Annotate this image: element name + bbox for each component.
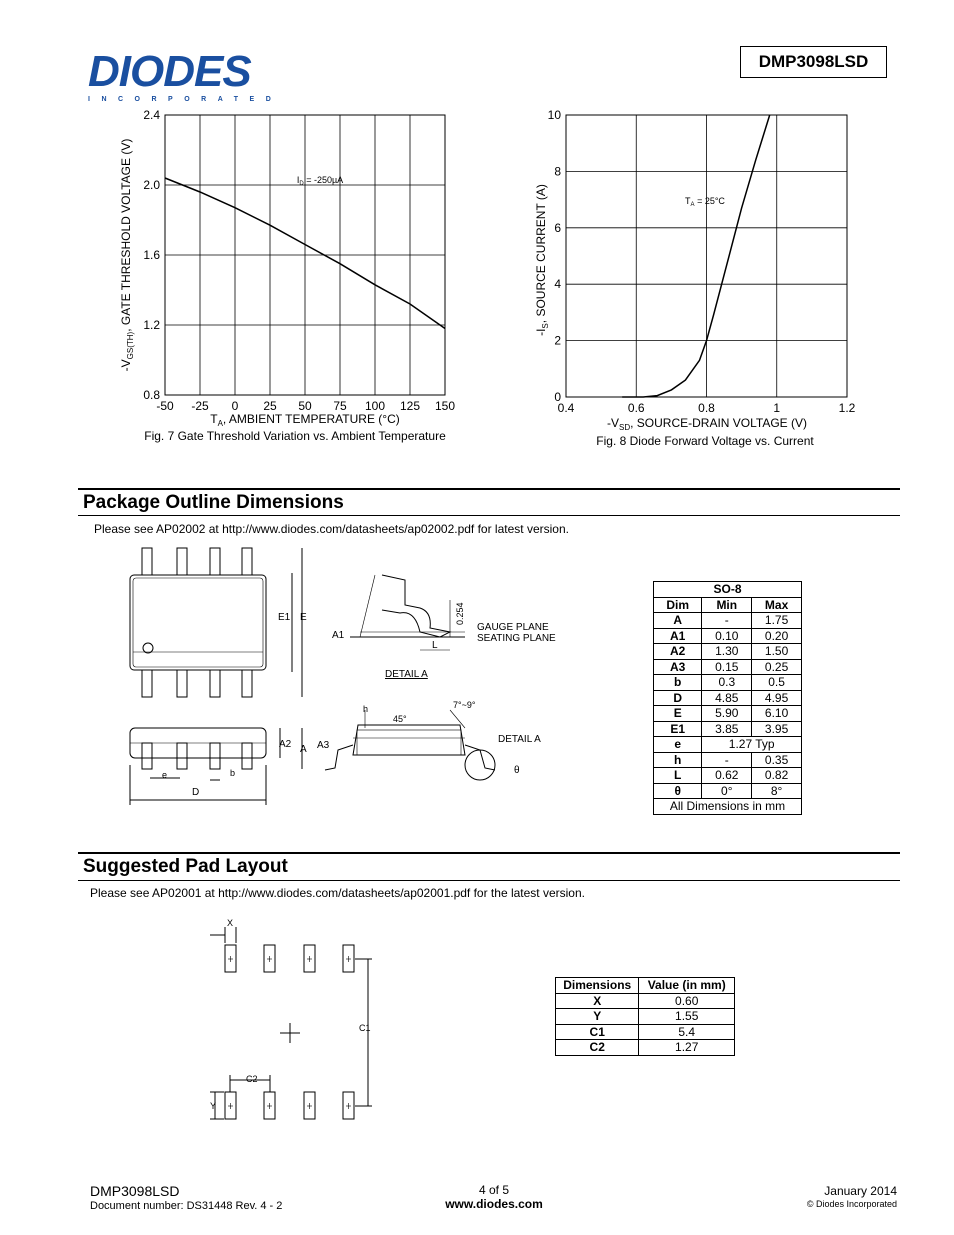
table-cell: 0.10 [702,628,752,644]
table-cell: Y [556,1009,639,1025]
table-cell: Dim [654,597,702,613]
fig7-xtick-label: 75 [333,399,347,413]
table-row [654,613,802,629]
detail-a-lead [382,575,450,637]
fig7-xtick-label: -25 [191,399,209,413]
table-cell: All Dimensions in mm [654,799,802,815]
table-row [654,768,802,784]
footer-copyright: © Diodes Incorporated [806,1199,897,1209]
label-X: X [227,918,234,928]
fig7-xlabel: $T_A$, AMBIENT TEMPERATURE (°C) [210,412,400,428]
fig8-xtick-label: 0.8 [698,401,715,415]
table-row [654,628,802,644]
table-cell: Dimensions [556,978,639,994]
pad-note: Please see AP02001 at http://www.diodes.com/datasheets/ap02001.pdf for the latest version. [90,886,585,900]
table-cell: E [654,706,702,722]
fig7-xtick-label: 50 [298,399,312,413]
table-cell: 5.4 [639,1024,735,1040]
fig7-ytick-label: 2.0 [143,178,160,192]
table-cell: 5.90 [702,706,752,722]
label-E1: E1 [278,612,291,623]
label-A: A [300,744,307,755]
label-L: L [432,640,438,651]
fig8-xlabel: $-V_{SD}$, SOURCE-DRAIN VOLTAGE (V) [606,416,808,432]
table-cell: SO-8 [654,582,802,598]
table-cell: 4.85 [702,690,752,706]
fig7-annotation: $I_D = -250\mu A$ [296,175,344,187]
footer-date: January 2014 [824,1184,897,1198]
table-cell: A [654,613,702,629]
fig7-xtick-label: 25 [263,399,277,413]
table-row [654,582,802,598]
table-cell: - [702,613,752,629]
table-cell: Max [752,597,802,613]
table-cell: 1.50 [752,644,802,660]
table-cell: L [654,768,702,784]
table-cell: 1.55 [639,1009,735,1025]
table-cell: C2 [556,1040,639,1056]
label-A1: A1 [332,630,345,641]
table-row [654,675,802,691]
fig8-xtick-label: 0.6 [627,401,645,415]
table-row [556,993,735,1009]
fig7-ylabel: $-V_{GS(TH)}$, GATE THRESHOLD VOLTAGE (V) [119,138,135,372]
table-cell: 1.30 [702,644,752,660]
fig8-series-line [622,115,770,397]
package-title: Package Outline Dimensions [83,492,344,513]
pads-bottom-row [225,1092,354,1119]
fig8-chart [525,105,865,450]
table-row [654,799,802,815]
label-gauge-plane: GAUGE PLANE [477,622,549,633]
pin1-marker [143,643,153,653]
table-row [556,1024,735,1040]
fig8-xtick-label: 0.4 [557,401,575,415]
detail-a-circle [465,750,495,780]
table-cell: 0.20 [752,628,802,644]
table-row [654,737,802,753]
fig7-xtick-label: 100 [364,399,386,413]
label-C1: C1 [359,1023,371,1033]
fig7-ytick-label: 0.8 [143,388,160,402]
table-cell: h [654,752,702,768]
section-rule [78,515,900,516]
label-seating-plane: SEATING PLANE [477,633,556,644]
table-row [654,783,802,799]
label-7-9: 7°~9° [453,700,476,710]
side-leads [142,743,252,769]
table-cell: θ [654,783,702,799]
table-cell: D [654,690,702,706]
table-row [654,706,802,722]
table-cell: 1.75 [752,613,802,629]
table-cell: Min [702,597,752,613]
logo-subtitle: INCORPORATED [88,96,283,103]
table-cell: 0.15 [702,659,752,675]
fig8-annotation: $T_A = 25^\circ C$ [685,196,725,208]
table-cell: b [654,675,702,691]
label-detail-a: DETAIL A [385,669,428,680]
label-theta: θ [514,765,520,776]
label-A3: A3 [317,740,330,751]
fig7-xtick-label: -50 [156,399,174,413]
table-cell: A3 [654,659,702,675]
label-E: E [300,612,307,623]
label-h: h [363,704,369,714]
table-row [556,978,735,994]
table-cell: 0.35 [752,752,802,768]
label-0254: 0.254 [455,602,465,625]
fig7-caption: Fig. 7 Gate Threshold Variation vs. Ambient Temperature [144,429,446,443]
table-cell: 3.85 [702,721,752,737]
table-cell: 6.10 [752,706,802,722]
table-cell: 0.62 [702,768,752,784]
label-45: 45° [393,714,407,724]
fig7-xtick-label: 125 [399,399,421,413]
table-cell: 0.82 [752,768,802,784]
fig8-xtick-label: 1 [773,401,781,415]
pads-top-row [225,945,354,972]
fig8-ytick-label: 2 [554,333,561,348]
table-cell: 1.27 Typ [702,737,802,753]
logo-wordmark: DIODES [88,47,251,96]
table-row [654,721,802,737]
table-cell: - [702,752,752,768]
label-A2: A2 [279,739,292,750]
table-cell: 0.3 [702,675,752,691]
package-note: Please see AP02002 at http://www.diodes.com/datasheets/ap02002.pdf for latest version. [94,522,569,536]
fig7-ytick-label: 1.6 [143,248,160,262]
pad-dimension-table [555,977,735,1056]
table-cell: E1 [654,721,702,737]
package-drawing [120,540,580,810]
table-row [654,752,802,768]
company-logo [88,47,283,103]
section-rule [78,852,900,854]
top-leads [142,548,252,697]
table-row [556,1009,735,1025]
table-cell: A2 [654,644,702,660]
table-row [654,644,802,660]
table-row [556,1040,735,1056]
section-rule [78,880,900,881]
table-cell: C1 [556,1024,639,1040]
table-cell: 0.60 [639,993,735,1009]
footer-url[interactable]: www.diodes.com [445,1197,543,1211]
table-cell: 0.5 [752,675,802,691]
table-cell: A1 [654,628,702,644]
fig8-ylabel: $-I_S$, SOURCE CURRENT (A) [534,184,550,336]
footer-docnum: Document number: DS31448 Rev. 4 - 2 [90,1200,283,1212]
fig7-xtick-label: 0 [231,399,239,413]
fig8-ytick-label: 10 [547,108,561,122]
front-view-body [353,725,465,755]
label-D: D [192,787,200,798]
label-b: b [230,768,236,778]
top-view-body [130,575,266,670]
fig8-xtick-label: 1.2 [838,401,856,415]
table-cell: 0° [702,783,752,799]
footer-page: 4 of 5 [478,1183,510,1197]
label-C2: C2 [246,1074,258,1084]
so8-dimension-table [653,581,802,815]
fig8-caption: Fig. 8 Diode Forward Voltage vs. Current [596,434,814,448]
fig8-ytick-label: 8 [554,164,561,179]
fig7-ytick-label: 1.2 [143,318,160,332]
table-cell: 0.25 [752,659,802,675]
label-detail-a-2: DETAIL A [498,734,541,745]
table-cell: 4.95 [752,690,802,706]
table-row [654,597,802,613]
table-cell: 8° [752,783,802,799]
table-cell: 1.27 [639,1040,735,1056]
pad-title: Suggested Pad Layout [83,856,288,877]
label-Y: Y [210,1101,217,1111]
pad-layout-drawing [200,915,400,1130]
fig8-ytick-label: 4 [554,277,561,292]
fig7-ytick-label: 2.4 [143,108,160,122]
fig7-xtick-label: 150 [434,399,456,413]
table-cell: Value (in mm) [639,978,735,994]
table-cell: X [556,993,639,1009]
fig8-ytick-label: 6 [554,220,561,235]
table-cell: 3.95 [752,721,802,737]
footer-part: DMP3098LSD [90,1183,180,1199]
fig8-ytick-label: 0 [554,390,561,404]
part-number-box: DMP3098LSD [740,46,887,78]
fig7-chart [100,105,470,450]
label-e: e [162,770,168,780]
section-rule [78,488,900,490]
table-cell: e [654,737,702,753]
table-row [654,690,802,706]
table-row [654,659,802,675]
